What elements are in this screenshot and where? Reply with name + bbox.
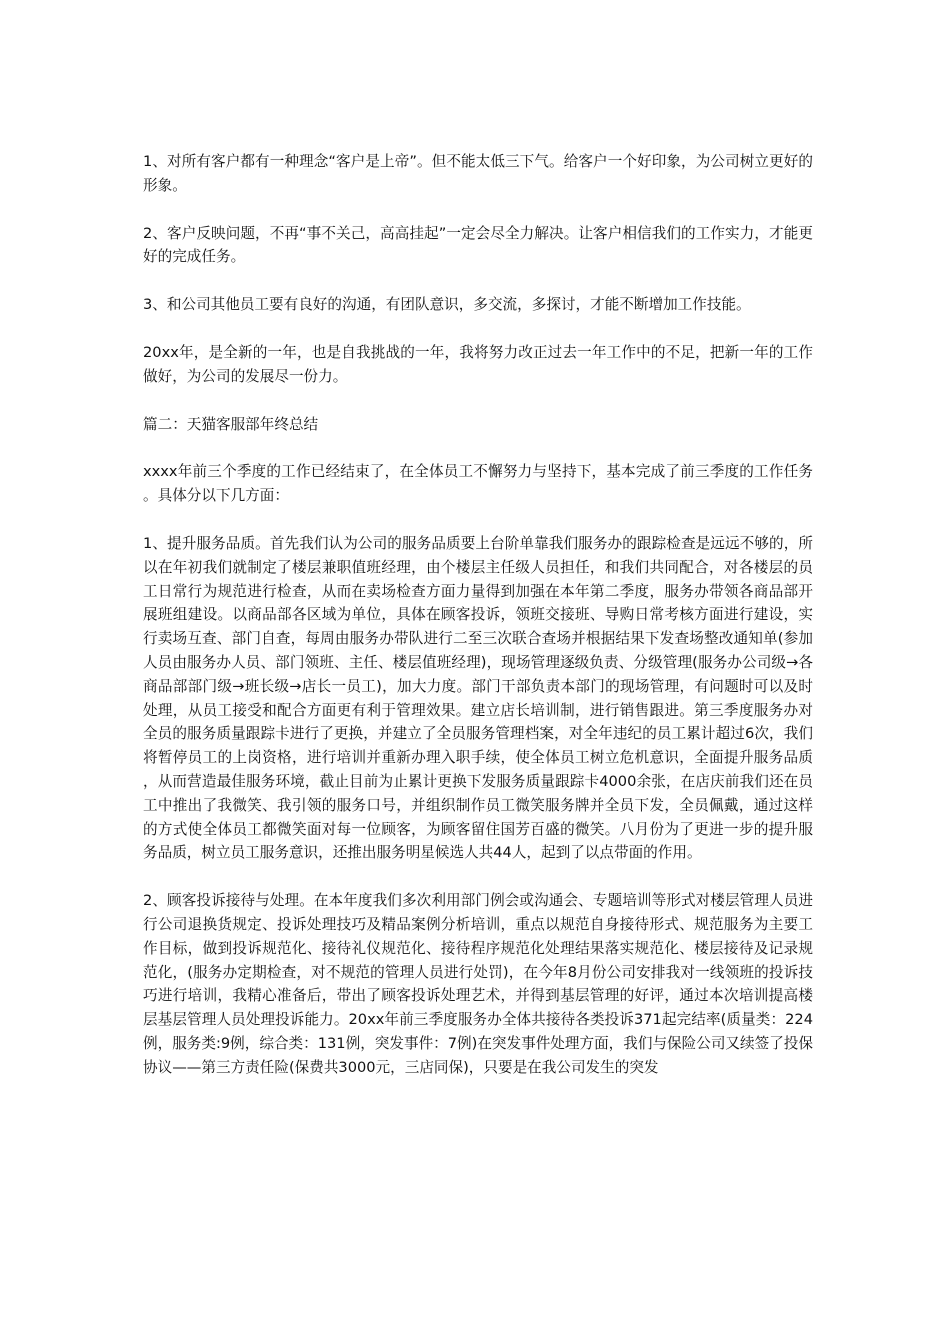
section-heading: 篇二：天猫客服部年终总结 xyxy=(143,415,319,433)
paragraph-intro: xxxx年前三个季度的工作已经结束了，在全体员工不懈努力与坚持下，基本完成了前三季度的工作任务。具体分以下几方面： xyxy=(143,463,813,505)
paragraph-service-quality: 1、提升服务品质。首先我们认为公司的服务品质要上台阶单靠我们服务办的跟踪检查是远远不够的，所以在年初我们就制定了楼层兼职值班经理，由个楼层主任级人员担任，和我们共同配合，对各楼层的员工日常行为规范进行检查，从而在卖场检查方面力量得到加强在本年第二季度，服务办带领各商品部开展班组建设。以商品部各区域为单位，具体在顾客投诉，领班交接班、导购日常考核方面进行建设，实行卖场互查、部门自查，每周由服务办带队进行二至三次联合查场并根据结果下发查场整改通知单(参加人员由服务办人员、部门领班、主任、楼层值班经理)，现场管理逐级负责、分级管理(服务办公司级→各商品部部门级→班长级→店长一员工)，加大力度。部门干部负责本部门的现场管理，有问题时可以及时处理，从员工接受和配合方面更有利于管理效果。建立店长培训制，进行销售跟进。第三季度服务办对全员的服务质量跟踪卡进行了更换，并建立了全员服务管理档案，对全年违纪的员工累计超过6次，我们将暂停员工的上岗资格，进行培训并重新办理入职手续，使全体员工树立危机意识，全面提升服务品质，从而营造最佳服务环境，截止目前为止累计更换下发服务质量跟踪卡4000余张，在店庆前我们还在员工中推出了我微笑、我引领的服务口号，并组织制作员工微笑服务牌并全员下发，全员佩戴，通过这样的方式使全体员工都微笑面对每一位顾客，为顾客留住国芳百盛的微笑。八月份为了更进一步的提升服务品质，树立员工服务意识，还推出服务明星候选人共44人，起到了以点带面的作用。 xyxy=(143,534,813,862)
paragraph-new-year-plan: 20xx年，是全新的一年，也是自我挑战的一年，我将努力改正过去一年工作中的不足，把新一年的工作做好，为公司的发展尽一份力。 xyxy=(143,343,813,385)
paragraph-teamwork: 3、和公司其他员工要有良好的沟通，有团队意识，多交流，多探讨，才能不断增加工作技能。 xyxy=(143,296,751,314)
paragraph-complaint-handling: 2、顾客投诉接待与处理。在本年度我们多次利用部门例会或沟通会、专题培训等形式对楼层管理人员进行公司退换货规定、投诉处理技巧及精品案例分析培训，重点以规范自身接待形式、规范服务为主要工作目标，做到投诉规范化、接待礼仪规范化、接待程序规范化处理结果落实规范化、楼层接待及记录规范化，(服务办定期检查，对不规范的管理人员进行处罚)，在今年8月份公司安排我对一线领班的投诉技巧进行培训，我精心准备后，带出了顾客投诉处理艺术，并得到基层管理的好评，通过本次培训提高楼层基层管理人员处理投诉能力。20xx年前三季度服务办全体共接待各类投诉371起完结率(质量类：224例，服务类:9例，综合类：131例，突发事件：7例)在突发事件处理方面，我们与保险公司又续签了投保协议——第三方责任险(保费共3000元，三店同保)，只要是在我公司发生的突发 xyxy=(143,892,813,1076)
document-body xyxy=(143,150,813,1080)
paragraph-customer-philosophy: 1、对所有客户都有一种理念“客户是上帝”。但不能太低三下气。给客户一个好印象，为公司树立更好的形象。 xyxy=(143,153,813,194)
paragraph-problem-solving: 2、客户反映问题，不再“事不关己，高高挂起”一定会尽全力解决。让客户相信我们的工作实力，才能更好的完成任务。 xyxy=(143,224,813,266)
